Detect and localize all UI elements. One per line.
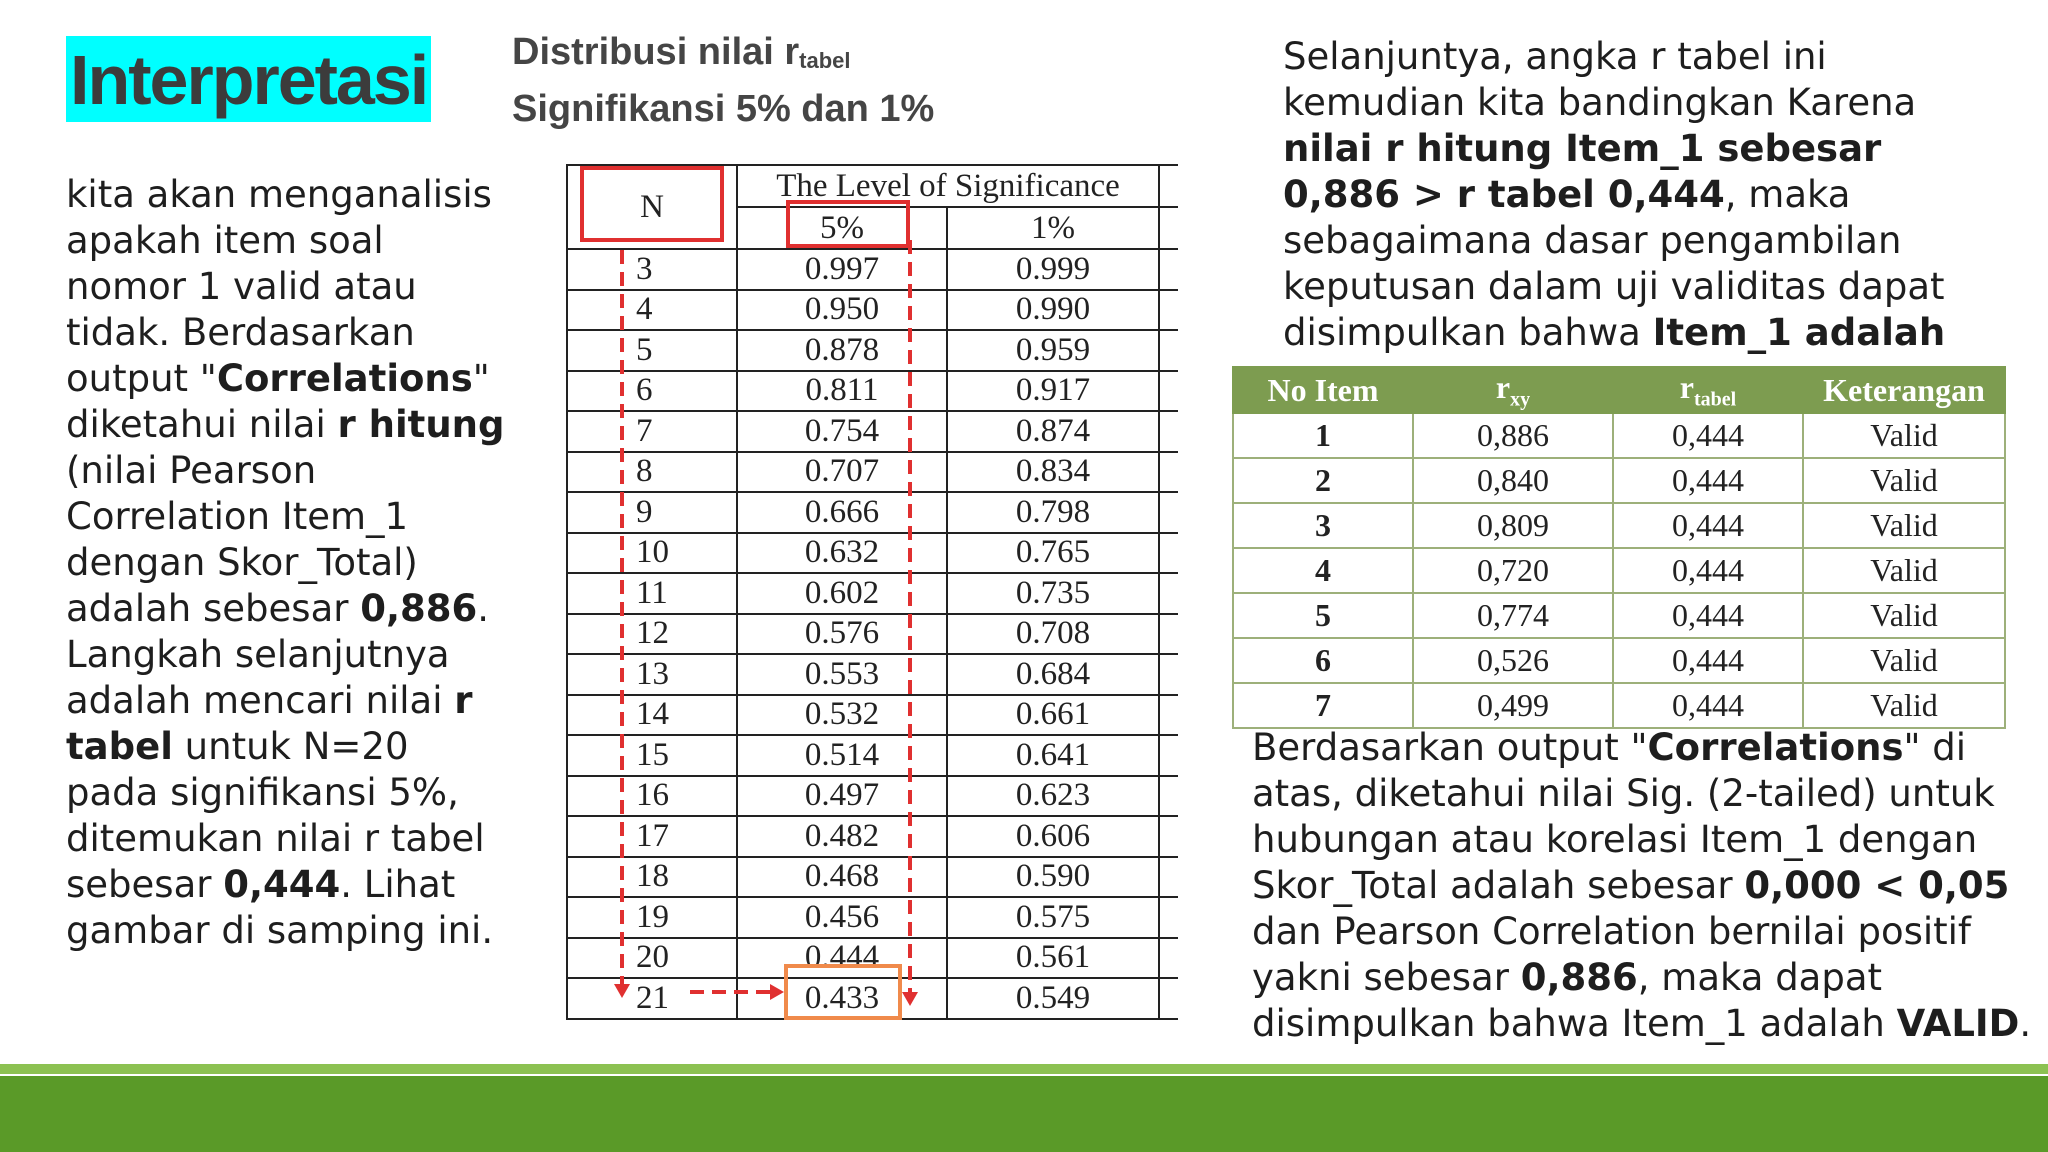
text-run: " diketahui nilai [66, 357, 490, 446]
r-table-row [567, 654, 1178, 695]
r-table-image [566, 164, 1178, 1062]
validity-cell-keterangan: Valid [1803, 503, 2005, 548]
r-table-cell-1pct: 0.684 [947, 654, 1159, 695]
r-table-cell-n: 14 [567, 695, 737, 736]
r-table-header-1pct: 1% [947, 207, 1159, 249]
r-table-row [567, 573, 1178, 614]
r-table-cell-1pct: 0.708 [947, 614, 1159, 655]
r-table-header-n: N [567, 165, 737, 249]
bold-text: r hitung [337, 403, 505, 446]
r-table-row [567, 249, 1178, 290]
r-table-row [567, 938, 1178, 979]
text-run: , maka dapat disimpulkan bahwa Item_1 adalah [1252, 956, 1897, 1045]
r-table-cell-1pct: 0.606 [947, 816, 1159, 857]
r-table-row [567, 371, 1178, 412]
bold-text: Item_1 adalah [1652, 311, 1946, 354]
bold-text: r tabel [66, 679, 473, 768]
distribution-title [512, 28, 934, 133]
r-table-cell-5pct: 0.576 [737, 614, 947, 655]
r-table-cell-1pct: 0.834 [947, 452, 1159, 493]
bold-text: nilai r hitung Item_1 sebesar 0,886 > r tabel 0,444 [1283, 127, 1882, 216]
validity-cell-no: 1 [1233, 413, 1413, 458]
r-table-cell-5pct: 0.456 [737, 897, 947, 938]
footer-bar [0, 1076, 2048, 1152]
text-run: . [2019, 1002, 2032, 1045]
r-table-cell-n: 17 [567, 816, 737, 857]
r-table [566, 164, 1178, 1020]
r-table-row [567, 776, 1178, 817]
r-table-row [567, 857, 1178, 898]
r-table-cell-5pct: 0.433 [737, 978, 947, 1019]
validity-cell-rxy: 0,720 [1413, 548, 1613, 593]
validity-cell-no: 6 [1233, 638, 1413, 683]
validity-cell-keterangan: Valid [1803, 458, 2005, 503]
text-run: untuk N=20 pada signifikansi 5%, ditemukan nilai r tabel sebesar [66, 725, 485, 906]
validity-cell-rxy: 0,809 [1413, 503, 1613, 548]
text-run: . Lihat gambar di samping ini. [66, 863, 494, 952]
r-table-cell-1pct: 0.735 [947, 573, 1159, 614]
r-table-cell-1pct: 0.990 [947, 290, 1159, 331]
text-run: dan Pearson Correlation bernilai positif yakni sebesar [1252, 910, 1971, 999]
validity-header-rtabel: $r_{tabel}$ [1613, 367, 1803, 413]
r-table-cell-n: 7 [567, 411, 737, 452]
r-table-row [567, 492, 1178, 533]
validity-cell-rxy: 0,886 [1413, 413, 1613, 458]
r-table-cell-n: 10 [567, 533, 737, 574]
r-table-cell-5pct: 0.666 [737, 492, 947, 533]
r-table-cell-5pct: 0.514 [737, 735, 947, 776]
validity-table [1232, 366, 2006, 729]
r-table-cell-n: 19 [567, 897, 737, 938]
bold-text: VALID [1896, 1002, 2020, 1045]
validity-cell-rxy: 0,499 [1413, 683, 1613, 728]
r-table-cell-5pct: 0.468 [737, 857, 947, 898]
validity-cell-keterangan: Valid [1803, 593, 2005, 638]
r-table-cell-5pct: 0.497 [737, 776, 947, 817]
validity-cell-rtabel: 0,444 [1613, 593, 1803, 638]
r-table-header-5pct: 5% [737, 207, 947, 249]
r-table-cell-1pct: 0.549 [947, 978, 1159, 1019]
r-table-cell-5pct: 0.532 [737, 695, 947, 736]
r-table-cell-1pct: 0.874 [947, 411, 1159, 452]
r-table-cell-1pct: 0.561 [947, 938, 1159, 979]
r-table-row [567, 330, 1178, 371]
validity-cell-rtabel: 0,444 [1613, 638, 1803, 683]
right-bottom-paragraph [1252, 725, 2042, 1047]
r-table-cell-1pct: 0.575 [947, 897, 1159, 938]
r-table-cell-1pct: 0.623 [947, 776, 1159, 817]
validity-cell-rxy: 0,840 [1413, 458, 1613, 503]
text-run: (nilai Pearson Correlation Item_1 dengan Skor_Total) adalah sebesar [66, 449, 418, 630]
bold-text: Correlations [1647, 726, 1904, 769]
r-table-cell-n: 18 [567, 857, 737, 898]
r-table-row [567, 897, 1178, 938]
validity-cell-rtabel: 0,444 [1613, 458, 1803, 503]
r-table-row [567, 533, 1178, 574]
validity-header-rxy: $r_{xy}$ [1413, 367, 1613, 413]
left-paragraph [66, 172, 506, 954]
r-table-cell-n: 9 [567, 492, 737, 533]
distribution-title-line2: Signifikansi 5% dan 1% [512, 88, 935, 130]
r-table-cell-1pct: 0.765 [947, 533, 1159, 574]
r-table-row [567, 978, 1178, 1019]
validity-cell-keterangan: Valid [1803, 683, 2005, 728]
r-table-cell-5pct: 0.553 [737, 654, 947, 695]
text-run: " di atas, diketahui nilai Sig. (2-tailed) untuk hubungan atau korelasi Item_1 dengan Skor_Total adalah sebesar [1252, 726, 1995, 907]
r-table-cell-1pct: 0.917 [947, 371, 1159, 412]
slide-title: Interpretasi [66, 36, 431, 122]
text-run: kita akan menganalisis apakah item soal nomor 1 valid atau tidak. Berdasarkan output " [66, 173, 492, 400]
text-run: Selanjuntya, angka r tabel ini kemudian kita bandingkan Karena [1283, 35, 1917, 124]
r-table-row [567, 290, 1178, 331]
r-table-cell-5pct: 0.950 [737, 290, 947, 331]
validity-header-no-item: No Item [1233, 367, 1413, 413]
validity-cell-rtabel: 0,444 [1613, 503, 1803, 548]
r-table-cell-n: 16 [567, 776, 737, 817]
r-table-cell-5pct: 0.602 [737, 573, 947, 614]
validity-cell-rtabel: 0,444 [1613, 413, 1803, 458]
bold-text: 0,886 [1520, 956, 1638, 999]
validity-cell-keterangan: Valid [1803, 638, 2005, 683]
text-run: . Langkah selanjutnya adalah mencari nilai [66, 587, 490, 722]
r-table-row [567, 695, 1178, 736]
r-table-cell-n: 5 [567, 330, 737, 371]
validity-row [1233, 458, 2005, 503]
bold-text: Correlations [216, 357, 473, 400]
r-table-cell-n: 4 [567, 290, 737, 331]
r-table-cell-5pct: 0.878 [737, 330, 947, 371]
r-table-cell-5pct: 0.632 [737, 533, 947, 574]
r-table-cell-5pct: 0.754 [737, 411, 947, 452]
r-table-cell-5pct: 0.482 [737, 816, 947, 857]
validity-row [1233, 548, 2005, 593]
r-table-cell-5pct: 0.707 [737, 452, 947, 493]
r-table-cell-1pct: 0.999 [947, 249, 1159, 290]
r-table-cell-5pct: 0.444 [737, 938, 947, 979]
validity-row [1233, 683, 2005, 728]
r-table-cell-1pct: 0.661 [947, 695, 1159, 736]
r-table-cell-n: 6 [567, 371, 737, 412]
r-table-cell-n: 3 [567, 249, 737, 290]
r-table-cell-5pct: 0.811 [737, 371, 947, 412]
validity-cell-rtabel: 0,444 [1613, 548, 1803, 593]
validity-cell-no: 7 [1233, 683, 1413, 728]
r-table-cell-1pct: 0.590 [947, 857, 1159, 898]
validity-cell-no: 3 [1233, 503, 1413, 548]
right-top-paragraph [1283, 34, 2003, 356]
validity-cell-keterangan: Valid [1803, 548, 2005, 593]
r-table-cell-n: 20 [567, 938, 737, 979]
r-table-cell-n: 12 [567, 614, 737, 655]
r-table-cell-5pct: 0.997 [737, 249, 947, 290]
validity-cell-rxy: 0,526 [1413, 638, 1613, 683]
r-table-cell-n: 13 [567, 654, 737, 695]
bold-text: 0,000 < 0,05 [1744, 864, 2010, 907]
r-table-header-level: The Level of Significance [737, 165, 1159, 207]
validity-cell-no: 4 [1233, 548, 1413, 593]
bold-text: 0,444 [223, 863, 341, 906]
r-table-cell-1pct: 0.959 [947, 330, 1159, 371]
r-table-cell-1pct: 0.641 [947, 735, 1159, 776]
r-table-row [567, 614, 1178, 655]
r-table-row [567, 452, 1178, 493]
validity-row [1233, 503, 2005, 548]
r-table-cell-n: 21 [567, 978, 737, 1019]
validity-cell-rxy: 0,774 [1413, 593, 1613, 638]
r-table-row [567, 411, 1178, 452]
validity-cell-no: 2 [1233, 458, 1413, 503]
text-run: , maka sebagaimana dasar pengambilan keputusan dalam uji validitas dapat disimpulkan bahwa [1283, 173, 1945, 354]
r-table-cell-n: 8 [567, 452, 737, 493]
bold-text: 0,886 [360, 587, 478, 630]
validity-row [1233, 638, 2005, 683]
r-table-cell-1pct: 0.798 [947, 492, 1159, 533]
validity-header-keterangan: Keterangan [1803, 367, 2005, 413]
r-table-row [567, 735, 1178, 776]
text-run: Berdasarkan output " [1252, 726, 1648, 769]
validity-cell-no: 5 [1233, 593, 1413, 638]
r-table-row [567, 816, 1178, 857]
validity-table-image [1232, 366, 2004, 729]
r-table-cell-n: 15 [567, 735, 737, 776]
r-table-cell-n: 11 [567, 573, 737, 614]
validity-row [1233, 593, 2005, 638]
distribution-title-line1: Distribusi nilai $r_{tabel}$ [512, 31, 851, 73]
validity-cell-rtabel: 0,444 [1613, 683, 1803, 728]
validity-row [1233, 413, 2005, 458]
validity-cell-keterangan: Valid [1803, 413, 2005, 458]
footer-accent-line [0, 1064, 2048, 1074]
